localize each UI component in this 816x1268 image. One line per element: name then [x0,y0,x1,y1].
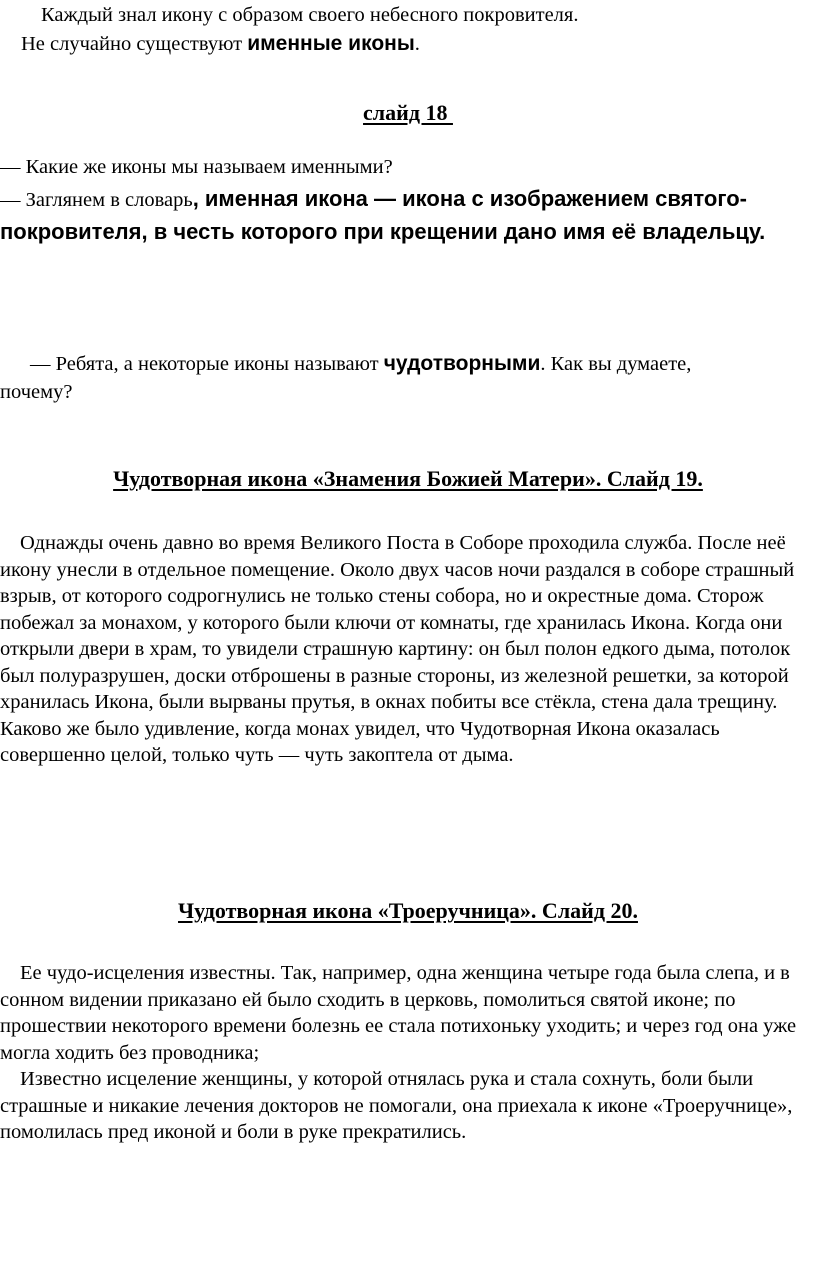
intro-line-2-suffix: . [414,32,420,55]
dialog-1-definition: , именная икона — икона с изображением святого-покровителя, в честь которого при крещении дано имя её владельцу. [0,185,766,244]
dialog-2-bold-term: чудотворными [383,352,541,375]
slide-18-heading-wrap [0,100,816,126]
dialog-2-suffix: . Как вы думаете, почему? [0,353,692,403]
slide-19-heading-wrap [0,466,816,492]
intro-section [0,2,812,57]
intro-line-2-prefix: Не случайно существуют [21,32,248,55]
slide-18-heading: слайд 18 [363,100,453,125]
intro-line-2 [0,31,812,58]
slide-20-paragraph-1: Ее чудо-исцеления известны. Так, например, одна женщина четыре года была слепа, и в сонном видении приказано ей было сходить в церковь, помолиться святой иконе; по прошествии некоторого времени болезнь ее стала потихоньку уходить; и через год она уже могла ходить без проводника; [0,962,797,1064]
slide-20-heading: Чудотворная икона «Троеручница». Слайд 20. [178,898,638,923]
slide-19-paragraph: Однажды очень давно во время Великого Поста в Соборе проходила служба. После неё икону унесли в отдельное помещение. Около двух часов ночи раздался в соборе страшный взрыв, от которого содрогнулись не только стены собора, но и окрестные дома. Сторож побежал за монахом, у которого были ключи от комнаты, где хранилась Икона. Когда они открыли двери в храм, то увидели страшную картину: он был полон едкого дыма, потолок был полуразрушен, доски отброшены в разные стороны, из железной решетки, за которой хранилась Икона, были вырваны прутья, в окнах побиты все стёкла, стена дала трещину. Каково же было удивление, когда монах увидел, что Чудотворная Икона оказалась совершенно целой, только чуть — чуть закоптела от дыма. [0,532,795,766]
slide-19-body [0,530,814,769]
dialog-2-text [0,350,812,406]
dialog-1-answer [0,183,812,249]
dialog-2-prefix: — Ребята, а некоторые иконы называют [30,353,384,375]
slide-20-paragraph-2: Известно исцеление женщины, у которой отнялась рука и стала сохнуть, боли были страшные и никакие лечения докторов не помогали, она приехала к иконе «Троеручнице», помолилась пред иконой и боли в руке прекратились. [0,1068,793,1143]
intro-bold-term: именные иконы [247,31,415,55]
slide-20-heading-wrap [0,898,816,924]
dialog-1-question: — Какие же иконы мы называем именными? [0,156,393,178]
dialog-1 [0,154,812,249]
intro-line-1: Каждый знал икону с образом своего небесного покровителя. [41,4,579,26]
dialog-1-answer-prefix: — Заглянем в словарь [0,188,193,211]
slide-20-body [0,960,800,1146]
dialog-2 [0,350,812,406]
slide-19-heading: Чудотворная икона «Знамения Божией Матери». Слайд 19. [113,466,703,491]
